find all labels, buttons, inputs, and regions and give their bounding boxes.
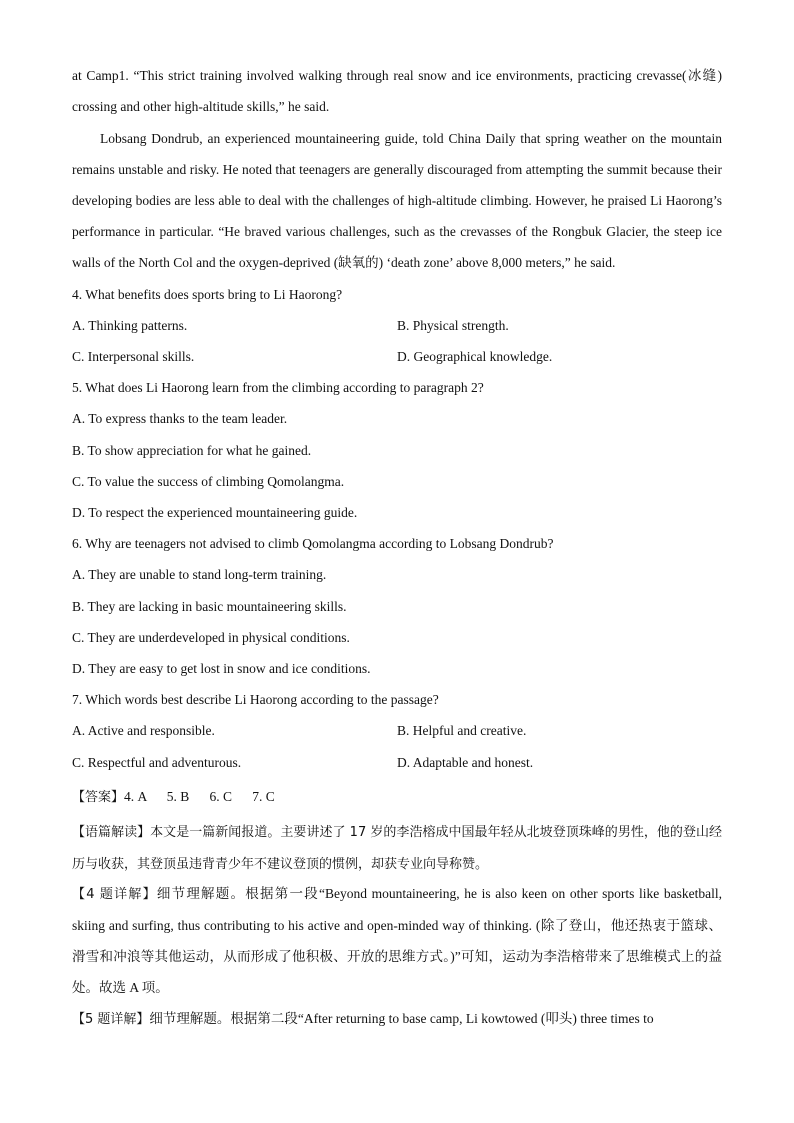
- question-7-option-d: D. Adaptable and honest.: [397, 755, 534, 770]
- passage-paragraph-2: Lobsang Dondrub, an experienced mountaineering guide, told China Daily that spring weather on the mountain remains unstable and risky. He noted that teenagers are generally discouraged from attempting the summit because their developing bodies are less able to deal with the challenges of high-altitude climbing. However, he praised Li Haorong’s performance in particular. “He braved various challenges, such as the crevasses of the Rongbuk Glacier, the steep ice walls of the North Col and the oxygen-deprived (缺氧的) ‘death zone’ above 8,000 meters,” he said.: [72, 131, 722, 270]
- question-5-option-b: B. To show appreciation for what he gained.: [72, 443, 312, 458]
- question-5-stem: 5. What does Li Haorong learn from the climbing according to paragraph 2?: [72, 380, 484, 395]
- summary-label: 【语篇解读】: [72, 825, 151, 840]
- question-5-option-c: C. To value the success of climbing Qomolangma.: [72, 474, 345, 489]
- analysis-question-4: [72, 878, 722, 1003]
- question-4-option-d: D. Geographical knowledge.: [397, 349, 553, 364]
- q5-detail-text: 细节理解题。根据第二段“After returning to base camp, Li kowtowed (叩头) three times to: [149, 1011, 654, 1026]
- question-4-option-a: A. Thinking patterns.: [72, 318, 188, 333]
- question-7-stem: 7. Which words best describe Li Haorong according to the passage?: [72, 692, 439, 707]
- question-5-option-d: D. To respect the experienced mountaineering guide.: [72, 505, 358, 520]
- analysis-question-5: [72, 1003, 722, 1035]
- summary-text: 本文是一篇新闻报道。主要讲述了 17 岁的李浩榕成中国最年轻从北坡登顶珠峰的男性，他的登山经历与收获，其登顶虽违背青少年不建议登顶的惯例，却获专业向导称赞。: [72, 825, 722, 872]
- question-6-option-d: D. They are easy to get lost in snow and ice conditions.: [72, 661, 371, 676]
- question-4-option-c: C. Interpersonal skills.: [72, 349, 195, 364]
- passage-paragraph-1-end: at Camp1. “This strict training involved walking through real snow and ice environments, practicing crevasse(冰缝) crossing and other high-altitude skills,” he said.: [72, 68, 722, 114]
- question-6-option-a: A. They are unable to stand long-term training.: [72, 567, 327, 582]
- question-6-option-c: C. They are underdeveloped in physical conditions.: [72, 630, 350, 645]
- q4-detail-text: 细节理解题。根据第一段“Beyond mountaineering, he is also keen on other sports like basketball, skiing and surfing, thus contributing to his active and open-minded way of thinking. (除了登山，他还热衷于篮球、滑雪和冲浪等其他运动，从而形成了他积极、开放的思维方式。)”可知，运动为李浩榕带来了思维模式上的益处。故选 A 项。: [72, 886, 723, 995]
- question-4-option-b: B. Physical strength.: [397, 318, 509, 333]
- analysis-summary: [72, 816, 722, 880]
- answer-values: 4. A 5. B 6. C 7. C: [124, 789, 275, 804]
- answer-label: 【答案】: [72, 790, 125, 805]
- question-7-option-a: A. Active and responsible.: [72, 723, 215, 738]
- answer-line: [72, 786, 275, 805]
- question-4-stem: 4. What benefits does sports bring to Li Haorong?: [72, 287, 343, 302]
- question-6-stem: 6. Why are teenagers not advised to climb Qomolangma according to Lobsang Dondrub?: [72, 536, 554, 551]
- question-5-option-a: A. To express thanks to the team leader.: [72, 411, 288, 426]
- q5-detail-label: 【5 题详解】: [72, 1012, 150, 1027]
- q4-detail-label: 【4 题详解】: [72, 887, 157, 902]
- question-7-option-c: C. Respectful and adventurous.: [72, 755, 242, 770]
- question-6-option-b: B. They are lacking in basic mountaineering skills.: [72, 599, 347, 614]
- question-7-option-b: B. Helpful and creative.: [397, 723, 527, 738]
